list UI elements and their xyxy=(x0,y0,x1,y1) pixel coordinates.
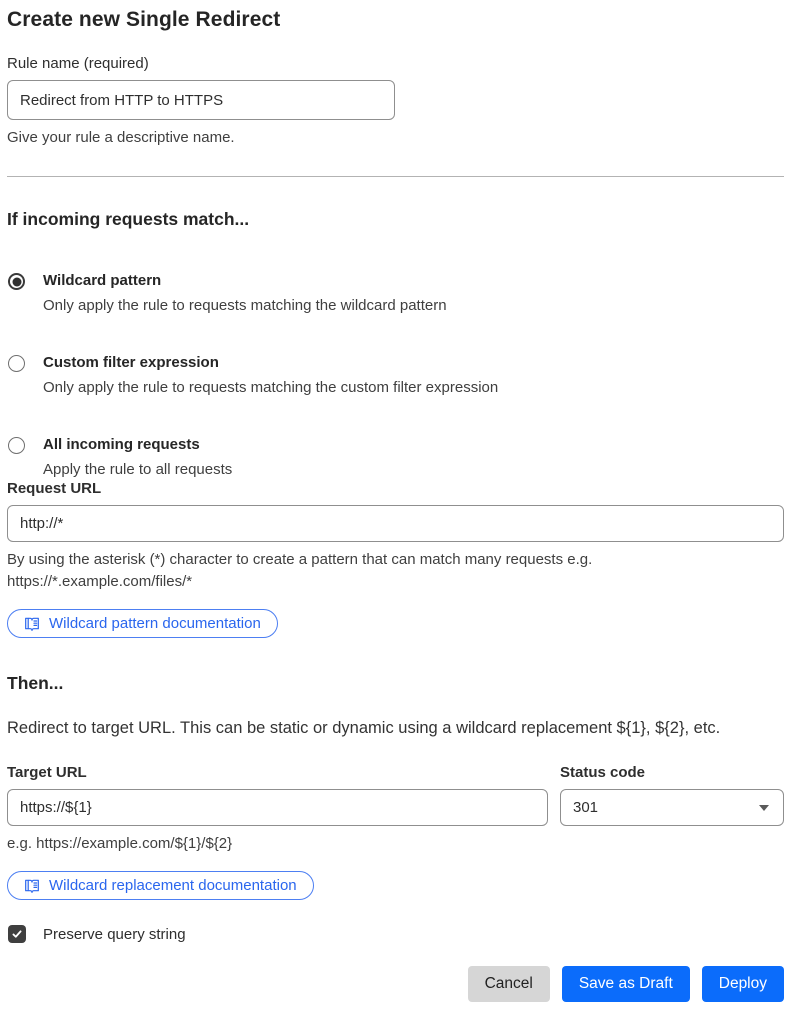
radio-option-all-requests[interactable] xyxy=(7,435,784,480)
radio-label: Custom filter expression xyxy=(43,354,219,371)
wildcard-pattern-doc-button[interactable] xyxy=(7,609,278,638)
form-actions xyxy=(7,966,784,1002)
radio-option-custom-filter[interactable] xyxy=(7,353,784,398)
radio-texts xyxy=(43,271,447,316)
target-url-input[interactable] xyxy=(7,789,548,826)
radio-label: Wildcard pattern xyxy=(43,272,162,289)
then-section-description: Redirect to target URL. This can be static or dynamic using a wildcard replacement ${1}, ${2}, etc. xyxy=(7,719,721,737)
cancel-button[interactable]: Cancel xyxy=(468,966,550,1002)
rule-name-help: Give your rule a descriptive name. xyxy=(7,129,235,146)
deploy-button[interactable]: Deploy xyxy=(702,966,784,1002)
open-book-icon xyxy=(24,878,40,894)
checkbox-checked-icon[interactable] xyxy=(8,925,26,943)
status-code-select[interactable] xyxy=(560,789,784,826)
target-url-label: Target URL xyxy=(7,764,87,781)
section-divider xyxy=(7,176,784,177)
target-url-help: e.g. https://example.com/${1}/${2} xyxy=(7,835,233,852)
request-url-input[interactable] xyxy=(7,505,784,542)
radio-description: Apply the rule to all requests xyxy=(43,461,233,478)
rule-name-label: Rule name (required) xyxy=(7,55,149,72)
target-status-row xyxy=(7,764,784,855)
radio-label: All incoming requests xyxy=(43,436,200,453)
page-title: Create new Single Redirect xyxy=(7,8,281,31)
then-section-heading: Then... xyxy=(7,673,64,693)
wildcard-replacement-doc-button[interactable] xyxy=(7,871,314,900)
request-url-help xyxy=(7,549,784,593)
status-code-column xyxy=(560,764,784,855)
open-book-icon xyxy=(24,616,40,632)
doc-button-label: Wildcard replacement documentation xyxy=(49,877,297,894)
radio-unselected-icon[interactable] xyxy=(8,437,25,454)
match-radio-group xyxy=(7,271,784,480)
doc-button-label: Wildcard pattern documentation xyxy=(49,615,261,632)
radio-texts xyxy=(43,435,232,480)
request-url-help-line2: https://*.example.com/files/* xyxy=(7,573,193,590)
rule-name-input[interactable] xyxy=(7,80,395,120)
request-url-label: Request URL xyxy=(7,480,102,497)
status-code-value: 301 xyxy=(573,799,599,816)
radio-description: Only apply the rule to requests matching the custom filter expression xyxy=(43,379,499,396)
match-section-heading: If incoming requests match... xyxy=(7,209,250,229)
radio-option-wildcard-pattern[interactable] xyxy=(7,271,784,316)
chevron-down-icon xyxy=(759,805,769,811)
radio-selected-icon[interactable] xyxy=(8,273,25,290)
save-as-draft-button[interactable]: Save as Draft xyxy=(562,966,690,1002)
radio-description: Only apply the rule to requests matching the wildcard pattern xyxy=(43,297,447,314)
preserve-query-label: Preserve query string xyxy=(43,925,186,943)
preserve-query-row[interactable] xyxy=(7,925,784,943)
request-url-help-line1: By using the asterisk (*) character to create a pattern that can match many requests e.g. xyxy=(7,551,593,568)
status-code-label: Status code xyxy=(560,764,646,781)
radio-unselected-icon[interactable] xyxy=(8,355,25,372)
target-url-column xyxy=(7,764,548,855)
radio-texts xyxy=(43,353,498,398)
